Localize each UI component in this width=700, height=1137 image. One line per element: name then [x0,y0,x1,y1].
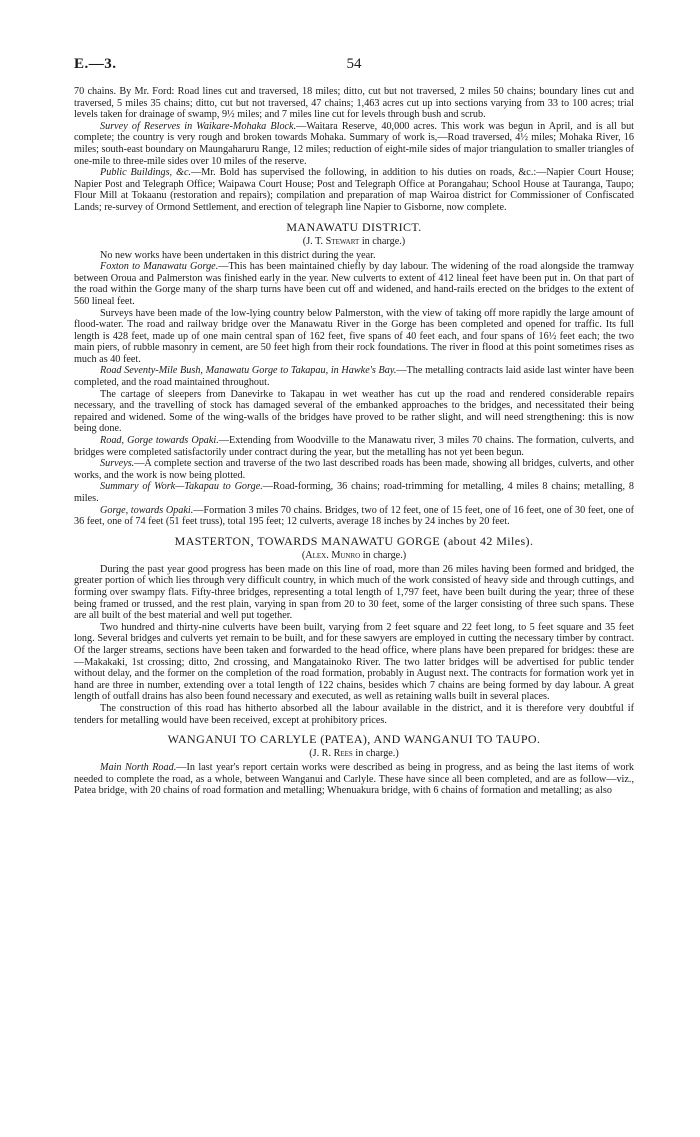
paragraph-gorge-opaki [74,435,634,458]
paragraph-palmerston-surveys: Surveys have been made of the low-lying country below Palmerston, with the view of taking off more rapidly the large amount of flood-water. The road and railway bridge over the Manawatu River in the Gorge has been completed and opened for traffic. Its full length is 428 feet, made up of one main central span of 162 feet, five spans of 40 feet each, and four spans of 16½ feet each; the two main piers, of rubble masonry in cement, are 50 feet high from their rock foundations. The river in flood at this point sometimes rises as much as 40 feet. [74,307,634,365]
paragraph-seventy-mile-bush [74,365,634,388]
paragraph-title: Surveys. [100,458,135,470]
paragraph-ford-work: 70 chains. By Mr. Ford: Road lines cut and traversed, 18 miles; ditto, cut but not traversed, 2 miles 50 chains; boundary lines cut and traversed, 5 miles 35 chains; ditto, cut but not traversed, 47 chains; 1,463 acres cut up into sections varying from 33 to 100 acres; trial levels taken for drainage of swamp, 9½ miles; and 7 miles line cut for levels through bush and scrub. [74,86,634,121]
paragraph-body: —Extending from Woodville to the Manawatu river, 3 miles 70 chains. The formation, culverts, and bridges were completed satisfactorily under contract during the year, but the metalling has not yet been begun. [74,435,634,458]
charge-prefix: (J. R. [309,748,334,760]
paragraph-title: Gorge, towards Opaki. [100,504,194,516]
paragraph-title: Summary of Work—Takapau to Gorge. [100,481,263,493]
paragraph-masterton-labour: The construction of this road has hitherto absorbed all the labour available in the district, and it is therefore very doubtful if tenders for metalling would have been received, except at prohibitory prices. [74,702,634,726]
paragraph-public-buildings [74,167,634,213]
paragraph-body: —Waitara Reserve, 40,000 acres. This work was begun in April, and is all but complete; the country is very rough and broken towards Mohaka. Summary of work is,—Road traversed, 4½ miles; Mohaka River, 16 miles; south-east boundary on Maungaharuru Range, 12 miles; reduction of eight-mile sides of major triangulation to smaller triangles of one-mile to three-mile sides over 10 miles of the reserve. [74,120,635,167]
paragraph-title: Main North Road. [100,762,177,774]
section-heading-manawatu: MANAWATU DISTRICT. [286,219,422,234]
section-officer-masterton [74,550,634,562]
officer-name: Rees [333,748,353,760]
page-number: 54 [346,56,362,72]
paragraph-sleeper-cartage: The cartage of sleepers from Danevirke to Takapau in wet weather has cut up the road and rendered considerable repairs necessary, and the travelling of stock has damaged several of the embanked approaches to the bridges, and necessitated their being repaired and widened. Some of the wing-walls of the bridges have proved to be rather slight, and will need strengthening: this is now being done. [74,388,634,435]
paragraph-masterton-progress: During the past year good progress has been made on this line of road, more than 26 miles having been formed and bridged, the greater portion of which lies through very difficult country, in which much of the work consisted of heavy side and through cuttings, and forming over swampy flats. Fifty-three bridges, representing a total length of 1,797 feet, have been built during the year; three of these being framed or trussed, and the rest plain, varying in span from 20 to 30 feet, some of the larger consisting of three such spans. These are all built of the best material and well put together. [74,563,634,622]
paragraph-body: —This has been maintained chiefly by day labour. The widening of the road alongside the tramway between Oroua and Palmerston was finished early in the year. New culverts to extent of 412 lineal feet have been put in. On that part of the road within the Gorge many of the sharp turns have been cut off and widened, and hand-rails erected on the bridges to the extent of 560 lineal feet. [74,261,635,307]
charge-prefix: (J. T. [302,235,326,247]
section-heading-masterton: MASTERTON, TOWARDS MANAWATU GORGE (about 42 Miles). [174,533,534,548]
paragraph-surveys [74,458,634,481]
charge-suffix: in charge.) [359,235,406,247]
paragraph-title: Road, Gorge towards Opaki. [100,435,219,447]
paragraph-main-north-road [74,762,634,797]
paragraph-gorge-opaki-bridges [74,505,634,528]
paragraph-title: Public Buildings, &c. [100,167,192,179]
paragraph-body: —Mr. Bold has supervised the following, in addition to his duties on roads, &c.:—Napier Court House; Napier Post and Telegraph Office; Waipawa Court House; Post and Telegraph Office at Porangahau; School House at Tauranga, Taupo; Flour Mill at Tokaanu (restoration and repairs); compilation and preparation of map Wairoa district for Commissioner of Confiscated Lands; re-survey of Ormond Settlement, and erection of telegraph line Napier to Gisborne, now complete. [74,167,635,213]
paragraph-title: Survey of Reserves in Waikare-Mohaka Block. [100,120,297,132]
document-page [74,56,634,797]
charge-suffix: in charge.) [352,748,399,760]
document-reference: E.—3. [74,56,117,72]
paragraph-title: Foxton to Manawatu Gorge. [100,261,219,273]
paragraph-summary-work [74,481,634,504]
section-officer-manawatu [74,236,634,248]
section-officer-wanganui [74,748,634,760]
charge-prefix: ( [301,549,306,561]
paragraph-body: —The metalling contracts laid aside last winter have been completed, and the road maintained throughout. [74,365,634,389]
paragraph-no-new-works: No new works have been undertaken in this district during the year. [100,249,376,261]
officer-name: Stewart [325,235,360,247]
officer-name: Alex. Munro [305,549,361,561]
paragraph-body: —In last year's report certain works were described as being in progress, and as being the last items of work needed to complete the road, as a whole, between Wanganui and Carlyle. These have since all been completed, and are as follow—viz., Patea bridge, with 20 chains of road formation and metalling; Whenuakura bridge, with 6 chains of formation and metalling; as also [74,762,634,797]
page-header [74,56,634,86]
paragraph-foxton-gorge [74,261,634,307]
paragraph-survey-reserves [74,121,634,167]
paragraph-title: Road Seventy-Mile Bush, Manawatu Gorge to Takapau, in Hawke's Bay. [100,365,397,377]
paragraph-body: —Formation 3 miles 70 chains. Bridges, two of 12 feet, one of 15 feet, one of 16 feet, one of 30 feet, one of 36 feet, one of 74 feet (51 feet truss), total 195 feet; 12 culverts, average 18 inches by 24 inches by 20 feet. [74,504,634,528]
paragraph-body: —A complete section and traverse of the two last described roads has been made, showing all bridges, culverts, and other works, and the work is now being plotted. [74,458,634,481]
paragraph-body: —Road-forming, 36 chains; road-trimming for metalling, 4 miles 8 chains; metalling, 8 miles. [74,481,635,504]
charge-suffix: in charge.) [360,549,407,561]
section-heading-wanganui: WANGANUI TO CARLYLE (PATEA), AND WANGANUI TO TAUPO. [167,732,541,747]
paragraph-masterton-culverts: Two hundred and thirty-nine culverts have been built, varying from 2 feet square and 22 feet long, to 5 feet square and 35 feet long. Several bridges and culverts yet remain to be built, and for these sawyers are employed in cutting the necessary timber by contract. Of the larger streams, sections have been taken and forwarded to the head office, where plans have been prepared for bridges: these are—Makakaki, 1st crossing; ditto, 2nd crossing, and Mangatainoko River. The two latter bridges will be advertised for public tender without delay, and the former on the completion of the road formation, probably in August next. The contracts for formation work yet in hand are three in number, extending over a total length of 122 chains, besides which 7 chains are being formed by day labour. A great length of outfall drains has also been found necessary and executed, as well as retaining walls built in several places. [74,621,634,703]
